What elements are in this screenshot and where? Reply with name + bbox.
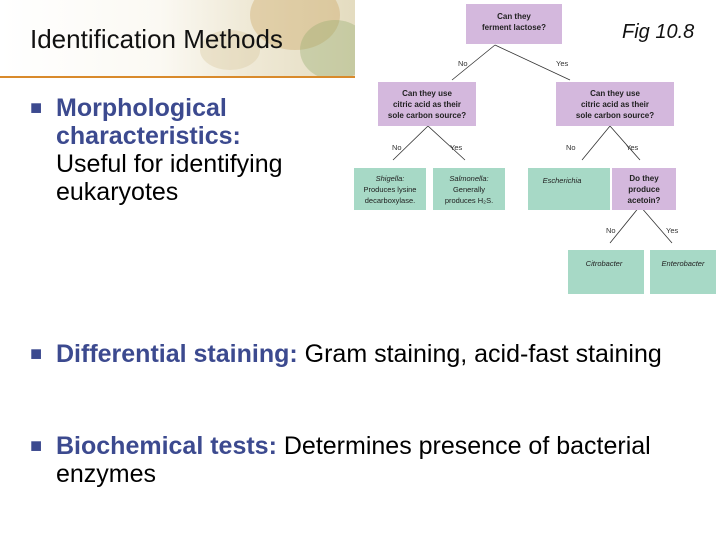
figure-label: Fig 10.8 <box>622 21 695 43</box>
node-ferment-lactose <box>466 4 562 44</box>
edge-yes-citrate-right: Yes <box>626 143 639 152</box>
node-citrobacter <box>568 250 644 294</box>
edge-no-citrate-left: No <box>392 143 402 152</box>
node-line: acetoin? <box>627 196 661 205</box>
node-line: Citrobacter <box>585 259 623 268</box>
node-shigella <box>354 168 426 210</box>
node-citrate-left <box>378 82 476 126</box>
node-line: Can they use <box>590 89 640 98</box>
edge-yes-lactose: Yes <box>556 59 569 68</box>
node-line: sole carbon source? <box>387 111 467 120</box>
bullet-highlight: Differential staining: <box>56 340 298 368</box>
node-line: produce <box>628 185 660 194</box>
node-line: Can they use <box>402 89 452 98</box>
node-line: sole carbon source? <box>575 111 655 120</box>
node-acetoin <box>612 168 676 210</box>
edge-no-citrate-right: No <box>566 143 576 152</box>
bullet-highlight: Biochemical tests: <box>56 432 277 460</box>
node-line: Salmonella: <box>449 174 489 183</box>
node-line: Produces lysine <box>363 185 417 194</box>
bullet-text: Determines presence of bacterial enzymes <box>56 432 651 488</box>
node-line: citric acid as their <box>580 100 650 109</box>
edge-yes-citrate-left: Yes <box>450 143 463 152</box>
edge-no-lactose: No <box>458 59 468 68</box>
node-line: decarboxylase. <box>364 196 416 205</box>
bullet-biochemical-tests <box>30 432 696 488</box>
node-line: Enterobacter <box>661 259 705 268</box>
bullet-marker-icon: ■ <box>30 343 43 365</box>
node-line: ferment lactose? <box>481 23 547 32</box>
bullet-differential-staining <box>30 340 696 368</box>
bullet-marker-icon: ■ <box>30 435 43 457</box>
node-line: Escherichia <box>542 176 582 185</box>
bullet-text: Useful for identifying eukaryotes <box>56 150 283 206</box>
slide-title: Identification Methods <box>30 24 283 54</box>
bullet-highlight: Morphological characteristics: <box>56 94 241 150</box>
bullet-marker-icon: ■ <box>30 97 43 119</box>
node-line: Generally <box>452 185 486 194</box>
bullet-text: Gram staining, acid-fast staining <box>304 340 662 368</box>
node-line: Do they <box>629 174 659 183</box>
node-citrate-right <box>556 82 674 126</box>
edge-yes-acetoin: Yes <box>666 226 679 235</box>
node-enterobacter <box>650 250 716 294</box>
node-line: produces H₂S. <box>444 196 494 205</box>
node-line: citric acid as their <box>392 100 462 109</box>
node-escherichia <box>528 168 610 210</box>
edge-no-acetoin: No <box>606 226 616 235</box>
node-line: Shigella: <box>375 174 405 183</box>
node-salmonella <box>433 168 505 210</box>
bullet-morphological <box>30 94 316 206</box>
node-line: Can they <box>497 12 531 21</box>
